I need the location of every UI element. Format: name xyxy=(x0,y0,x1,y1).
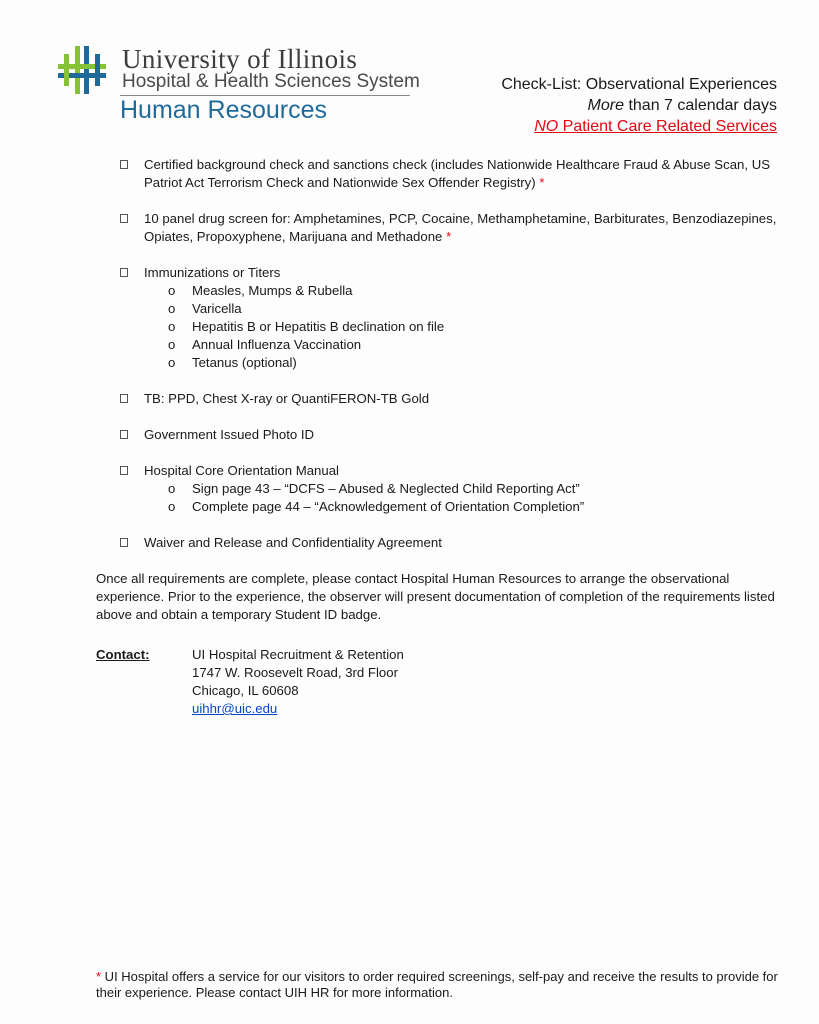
checkbox-icon xyxy=(120,214,128,223)
contact-street: 1747 W. Roosevelt Road, 3rd Floor xyxy=(192,665,398,680)
university-logo xyxy=(44,36,432,136)
checkbox-icon xyxy=(120,268,128,277)
sub-item-text: Measles, Mumps & Rubella xyxy=(192,283,353,298)
required-asterisk: * xyxy=(446,229,452,244)
header-restriction-rest: Patient Care Related Services xyxy=(558,118,777,135)
checklist-item-tb xyxy=(96,390,786,408)
checkbox-icon xyxy=(120,394,128,403)
contact-details xyxy=(192,646,404,718)
sub-item xyxy=(96,318,786,336)
item-text: Immunizations or Titers xyxy=(144,265,281,280)
contact-label: Contact: xyxy=(96,647,150,662)
sub-item xyxy=(96,498,786,516)
footnote xyxy=(96,969,786,1001)
instructions-paragraph: Once all requirements are complete, please contact Hospital Human Resources to arrange the observational experience. Prior to the experience, the observer will present documentation of completion of the requirements listed above and obtain a temporary Student ID badge. xyxy=(96,571,775,622)
checkbox-icon xyxy=(120,466,128,475)
item-text: 10 panel drug screen for: Amphetamines, PCP, Cocaine, Methamphetamine, Barbiturates, Benzodiazepines, Opiates, Propoxyphene, Marijuana and Methadone xyxy=(144,211,777,244)
contact-office: UI Hospital Recruitment & Retention xyxy=(192,647,404,662)
item-text: TB: PPD, Chest X-ray or QuantiFERON-TB Gold xyxy=(144,391,430,406)
logo-hospital-system: Hospital & Health Sciences System xyxy=(122,71,420,92)
sub-item-text: Sign page 43 – “DCFS – Abused & Neglected Child Reporting Act” xyxy=(192,481,580,496)
sub-bullet-icon: o xyxy=(168,319,176,334)
item-text: Certified background check and sanctions check (includes Nationwide Healthcare Fraud & Abuse Scan, US Patriot Act Terrorism Check and Nationwide Sex Offender Registry) xyxy=(144,157,771,190)
logo-university-name: University of Illinois xyxy=(122,44,358,74)
header-restriction-emphasis: NO xyxy=(534,118,559,135)
sub-bullet-icon: o xyxy=(168,301,176,316)
checklist-item-orientation-manual xyxy=(96,462,786,480)
item-text: Waiver and Release and Confidentiality Agreement xyxy=(144,535,442,550)
sub-bullet-icon: o xyxy=(168,355,176,370)
footnote-asterisk: * xyxy=(96,969,102,984)
item-text: Government Issued Photo ID xyxy=(144,427,315,442)
footnote-text: UI Hospital offers a service for our visitors to order required screenings, self-pay and receive the results to provide for their experience. Please contact UIH HR for more information. xyxy=(96,969,778,1000)
header-restriction xyxy=(501,116,777,137)
sub-bullet-icon: o xyxy=(168,283,176,298)
sub-bullet-icon: o xyxy=(168,481,176,496)
checklist-item-immunizations xyxy=(96,264,786,282)
item-text: Hospital Core Orientation Manual xyxy=(144,463,339,478)
contact-city: Chicago, IL 60608 xyxy=(192,683,299,698)
header-title: Check-List: Observational Experiences xyxy=(501,76,777,93)
required-asterisk: * xyxy=(539,175,545,190)
sub-item-text: Hepatitis B or Hepatitis B declination on file xyxy=(192,319,445,334)
sub-item xyxy=(96,336,786,354)
sub-item xyxy=(96,354,786,372)
checkbox-icon xyxy=(120,430,128,439)
sub-item-text: Complete page 44 – “Acknowledgement of Orientation Completion” xyxy=(192,499,585,514)
sub-item xyxy=(96,480,786,498)
header-duration xyxy=(501,95,777,116)
sub-item xyxy=(96,282,786,300)
sub-item-text: Annual Influenza Vaccination xyxy=(192,337,362,352)
checklist xyxy=(96,156,786,624)
checkbox-icon xyxy=(120,538,128,547)
checkbox-icon xyxy=(120,160,128,169)
sub-bullet-icon: o xyxy=(168,337,176,352)
sub-bullet-icon: o xyxy=(168,499,176,514)
document-header xyxy=(501,74,777,137)
checklist-item-drug-screen xyxy=(96,210,786,246)
sub-item xyxy=(96,300,786,318)
ui-health-cross-icon xyxy=(58,46,106,94)
sub-item-text: Varicella xyxy=(192,301,242,316)
checklist-item-waiver xyxy=(96,534,786,552)
checklist-item-photo-id xyxy=(96,426,786,444)
header-duration-emphasis: More xyxy=(587,97,624,114)
contact-email-link[interactable]: uihhr@uic.edu xyxy=(192,701,278,716)
logo-department: Human Resources xyxy=(120,96,328,124)
sub-item-text: Tetanus (optional) xyxy=(192,355,297,370)
checklist-item-background-check xyxy=(96,156,786,192)
header-duration-rest: than 7 calendar days xyxy=(624,97,777,114)
